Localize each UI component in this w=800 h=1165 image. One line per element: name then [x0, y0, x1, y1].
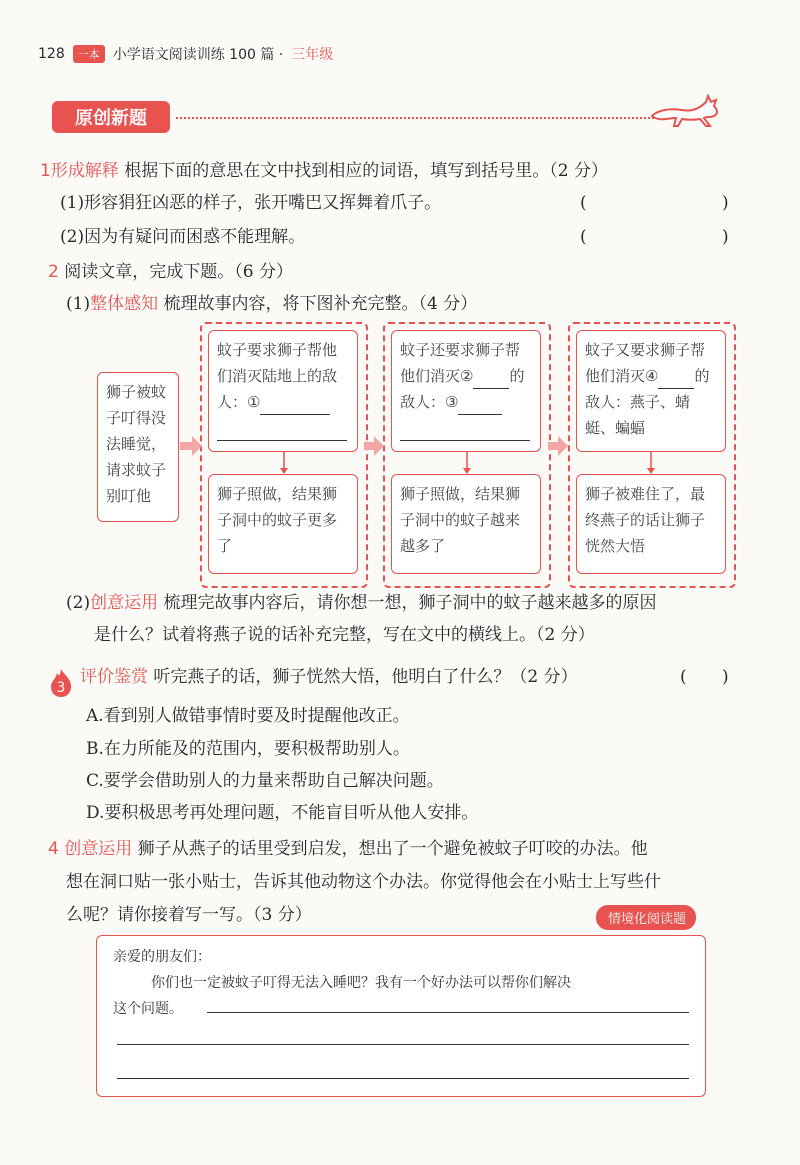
q2-sub2-line1: 梳理完故事内容后，请你想一想，狮子洞中的蚊子越来越多的原因 — [163, 593, 657, 613]
arrow-right-3 — [548, 436, 568, 456]
diagram-start: 狮子被蚊子叮得没法睡觉，请求蚊子别叮他 — [97, 372, 179, 522]
diagram-bottom-2: 狮子照做，结果狮子洞中的蚊子越来越多了 — [391, 474, 541, 574]
diagram-top-1: 蚊子要求狮子帮他们消灭陆地上的敌人：① — [208, 330, 358, 452]
grade-label: 三年级 — [291, 47, 334, 63]
q2-sub2-line2: 是什么？试着将燕子说的话补充完整，写在文中的横线上。（2 分） — [94, 625, 595, 645]
book-logo: 一本 — [73, 45, 105, 63]
diagram-bottom-3: 狮子被难住了，最终燕子的话让狮子恍然大悟 — [576, 474, 726, 574]
q3-option-a[interactable]: A.看到别人做错事情时要及时提醒他改正。 — [86, 706, 410, 726]
q1-tag: 形成解释 — [50, 161, 119, 181]
q2-sub1-text: 梳理故事内容，将下图补充完整。（4 分） — [163, 294, 478, 314]
flame-icon — [48, 668, 74, 698]
note-line1: 你们也一定被蚊子叮得无法入睡吧？我有一个好办法可以帮你们解决 — [151, 975, 571, 991]
write-line-2[interactable] — [117, 1044, 689, 1045]
diagram-bottom-1: 狮子照做，结果狮子洞中的蚊子更多了 — [208, 474, 358, 574]
q2-title: 2 阅读文章，完成下题。（6 分） — [48, 262, 293, 282]
q3-title — [80, 666, 578, 688]
q2-sub1-tag: 整体感知 — [90, 294, 159, 314]
q1-answer-1-close: ) — [722, 193, 729, 213]
q2-sub2: (2)创意运用 梳理完故事内容后，请你想一想，狮子洞中的蚊子越来越多的原因 — [66, 593, 657, 613]
q1-item-2: (2)因为有疑问而困惑不能理解。 — [60, 227, 306, 247]
q1-answer-2-close: ) — [722, 227, 729, 247]
q4-line2: 想在洞口贴一张小贴士，告诉其他动物这个办法。你觉得他会在小贴士上写些什 — [66, 872, 661, 892]
diagram-top-3: 蚊子又要求狮子帮他们消灭④ 的敌人：燕子、蜻蜓、蝙蝠 — [576, 330, 726, 452]
q1-prompt: 根据下面的意思在文中找到相应的词语，填写到括号里。（2 分） — [124, 161, 608, 181]
q2-prompt: 阅读文章，完成下题。（6 分） — [64, 262, 293, 282]
arrow-right-2 — [364, 436, 384, 456]
q1-item-1: (1)形容狷狂凶恶的样子，张开嘴巴又挥舞着爪子。 — [60, 193, 442, 213]
q3-prompt: 听完燕子的话，狮子恍然大悟，他明白了什么？（2 分） — [153, 667, 578, 687]
q3-number: 3 — [56, 680, 66, 696]
q1-answer-1-open[interactable]: ( — [580, 193, 587, 213]
book-title: 小学语文阅读训练 100 篇 · — [112, 47, 284, 63]
q3-option-c[interactable]: C.要学会借助别人的力量来帮助自己解决问题。 — [86, 771, 444, 791]
diagram-top-2: 蚊子还要求狮子帮他们消灭② 的敌人：③ — [391, 330, 541, 452]
q2-sub1: (1)整体感知 梳理故事内容，将下图补充完整。（4 分） — [66, 294, 478, 314]
q3-answer-open[interactable]: ( — [680, 667, 687, 687]
q4-line3: 么呢？请你接着写一写。（3 分） — [66, 905, 312, 925]
q1-title: 1形成解释 根据下面的意思在文中找到相应的词语，填写到括号里。（2 分） — [40, 161, 608, 181]
note-greeting: 亲爱的朋友们： — [113, 949, 211, 965]
note-line2: 这个问题。 — [113, 1001, 183, 1017]
q4-title: 4 创意运用 狮子从燕子的话里受到启发，想出了一个避免被蚊子叮咬的办法。他 — [48, 839, 648, 859]
q2-sub2-tag: 创意运用 — [90, 593, 159, 613]
scenario-badge: 情境化阅读题 — [596, 905, 696, 930]
note-box — [96, 935, 706, 1097]
q3-tag: 评价鉴赏 — [80, 667, 148, 687]
q1-answer-2-open[interactable]: ( — [580, 227, 587, 247]
q3-option-b[interactable]: B.在力所能及的范围内，要积极帮助别人。 — [86, 739, 410, 759]
page-number: 128 — [38, 46, 65, 62]
arrow-right-1 — [180, 436, 202, 456]
q4-line1: 狮子从燕子的话里受到启发，想出了一个避免被蚊子叮咬的办法。他 — [137, 839, 648, 859]
q3-answer-close: ) — [722, 667, 729, 687]
q3-option-d[interactable]: D.要积极思考再处理问题，不能盲目听从他人安排。 — [86, 803, 479, 823]
write-line-1[interactable] — [207, 1012, 689, 1013]
section-banner: 原创新题 — [52, 101, 170, 133]
write-line-3[interactable] — [117, 1078, 689, 1079]
q4-tag: 创意运用 — [64, 839, 133, 859]
